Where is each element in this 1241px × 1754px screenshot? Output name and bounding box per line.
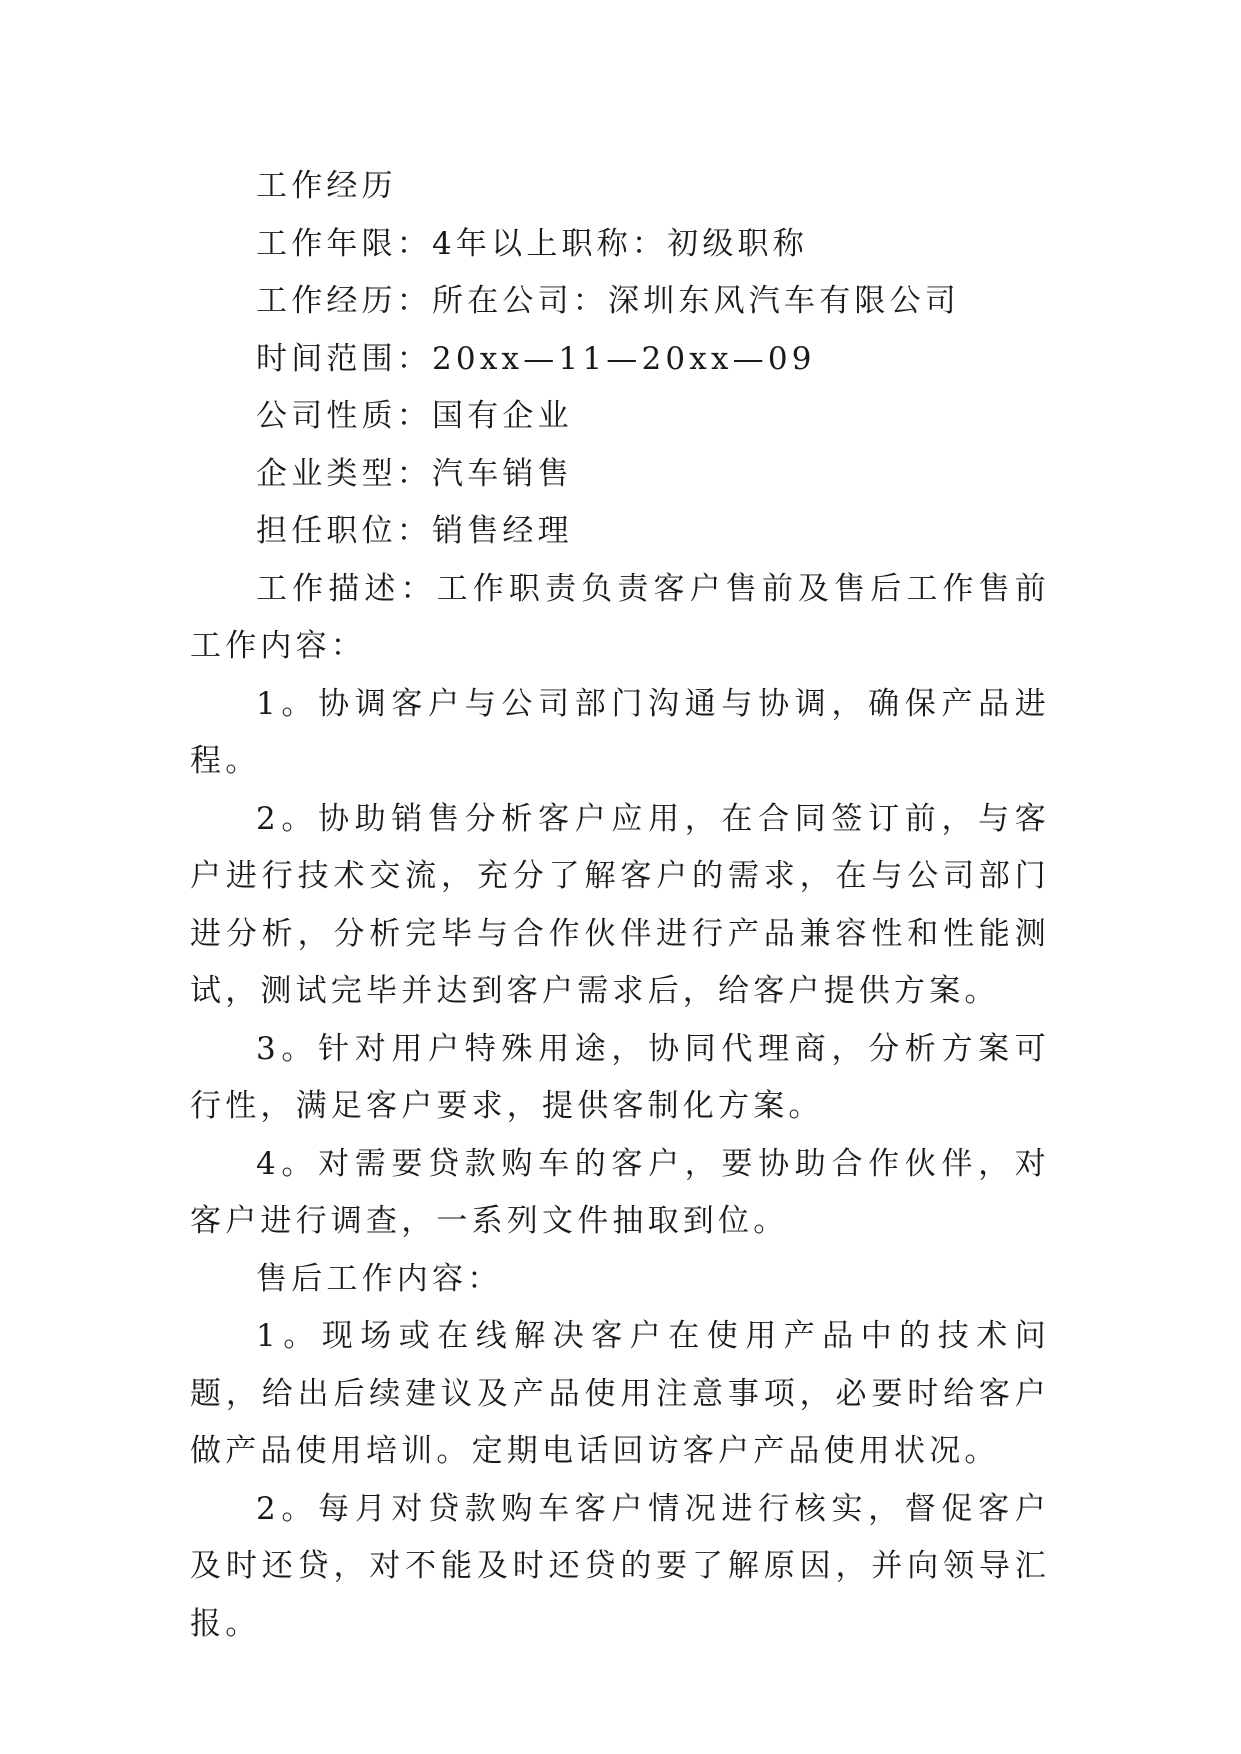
presales-item-3: 3。针对用户特殊用途，协同代理商，分析方案可行性，满足客户要求，提供客制化方案。 [190,1030,1050,1124]
company-type-line: 企业类型：汽车销售 [256,455,573,492]
aftersales-item-1: 1。现场或在线解决客户在使用产品中的技术问题，给出后续建议及产品使用注意事项，必要时给客户做产品使用培训。定期电话回访客户产品使用状况。 [190,1318,1050,1469]
aftersales-item-2: 2。每月对贷款购车客户情况进行核实，督促客户及时还贷，对不能及时还贷的要了解原因，并向领导汇报。 [190,1490,1050,1642]
position-line: 担任职位：销售经理 [256,513,573,549]
presales-item-2: 2。协助销售分析客户应用，在合同签订前，与客户进行技术交流，充分了解客户的需求，在与公司部门进分析，分析完毕与合作伙伴进行产品兼容性和性能测试，测试完毕并达到客户需求后，给客户提供方案。 [190,800,1050,1009]
time-range-line: 时间范围：20xx—11—20xx—09 [256,340,816,377]
company-line: 工作经历：所在公司：深圳东风汽车有限公司 [256,283,960,319]
job-description-paragraph: 工作描述：工作职责负责客户售前及售后工作售前工作内容： [190,570,1050,664]
section-heading-work-history: 工作经历 [256,168,397,204]
work-years-line: 工作年限：4年以上职称：初级职称 [256,225,808,262]
presales-item-1: 1。协调客户与公司部门沟通与协调，确保产品进程。 [190,685,1050,779]
presales-item-4: 4。对需要贷款购车的客户，要协助合作伙伴，对客户进行调查，一系列文件抽取到位。 [190,1145,1050,1239]
document-body [190,158,1050,1653]
aftersales-heading: 售后工作内容： [256,1260,503,1297]
company-nature-line: 公司性质：国有企业 [256,398,573,434]
